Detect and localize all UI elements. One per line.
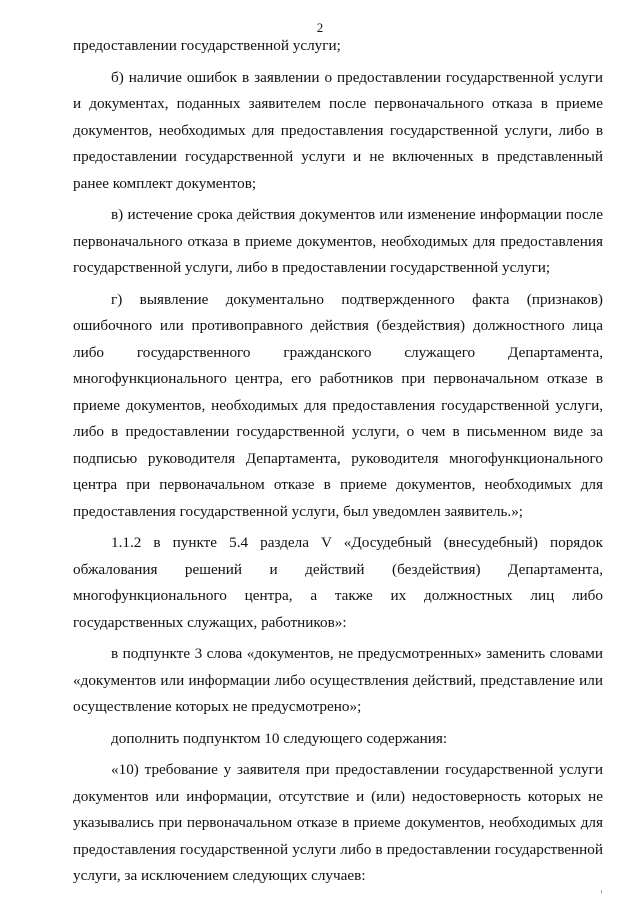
scan-mark [601,890,602,893]
document-body [73,33,603,890]
paragraph-subpoint-10-text: «10) требование у заявителя при предоставлении государственной услуги документов или информации, отсутствие и (или) недостоверность которых не указывались при первоначальном отказе в приеме документов, необходимых для предоставления государственной услуги либо в предоставлении государственной услуги, за исключением следующих случаев: [73,761,603,884]
paragraph-item-b: б) наличие ошибок в заявлении о предоставлении государственной услуги и документах, поданных заявителем после первоначального отказа в приеме документов, необходимых для предоставления государственной услуги, либо в предоставлении государственной услуги и не включенных в представленный ранее комплект документов; [73,68,603,192]
paragraph-add-subpoint-10: дополнить подпунктом 10 следующего содержания: [111,729,448,747]
page-number: 2 [316,20,324,35]
paragraph-clause-1-1-2: 1.1.2 в пункте 5.4 раздела V «Досудебный (внесудебный) порядок обжалования решений и действий (бездействия) Департамента, многофункционального центра, а также их должностных лиц либо государственных служащих, работников»: [73,534,603,631]
paragraph-continuation: предоставлении государственной услуги; [73,37,341,54]
paragraph-subpoint-3-amendment: в подпункте 3 слова «документов, не предусмотренных» заменить словами «документов или информации либо осуществления действий, представление или осуществление которых не предусмотрено»; [73,645,603,715]
paragraph-item-g: г) выявление документально подтвержденного факта (признаков) ошибочного или противоправного действия (бездействия) должностного лица либо государственного гражданского служащего Департамента, многофункционального центра, его работников при первоначальном отказе в приеме документов, необходимых для предоставления государственной услуги, либо в предоставлении государственной услуги, о чем в письменном виде за подписью руководителя Департамента, руководителя многофункционального центра при первоначальном отказе в приеме документов, необходимых для предоставления государственной услуги, был уведомлен заявитель.»; [73,290,603,520]
paragraph-item-v: в) истечение срока действия документов или изменение информации после первоначального отказа в приеме документов, необходимых для предоставления государственной услуги, либо в предоставлении государственной услуги; [73,206,603,276]
